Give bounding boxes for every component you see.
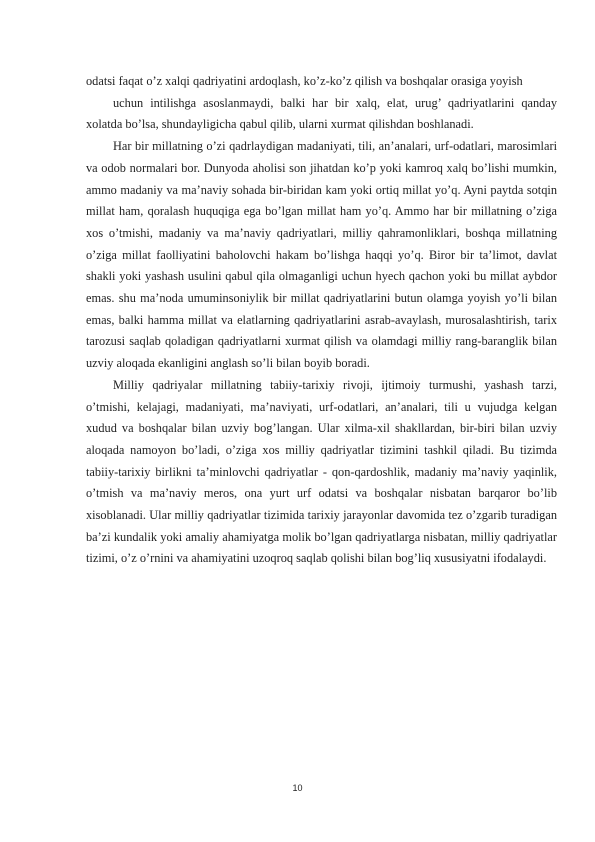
page-number: 10 xyxy=(292,783,303,793)
paragraph-3: Har bir millatning o’zi qadrlaydigan madaniyati, tili, an’analari, urf-odatlari, marosimlari va odob normalari bor. Dunyoda aholisi son jihatdan ko’p yoki kamroq xalq bo’lishi mumkin, ammo madaniy va ma’naviy sohada bir-biridan kam yoki ortiq millat yo’q. Ayni paytda sotqin millat ham, qoralash huquqiga ega bo’lgan millat ham yo’q. Ammo har bir millatning o’ziga xos o’tmishi, madaniy va ma’naviy qadriyatlari, milliy qahramonliklari, boshqa millatning o’ziga millat faolliyatini baholovchi hakam bo’lishga haqqi yo’q. Biror bir ta’limot, davlat shakli yoki yashash usulini qabul qila olmaganligi uchun hyech qachon yoki bu millat aybdor emas. shu ma’noda umuminsoniylik bir millat qadriyatlarini butun olamga yoyish yo’li bilan emas, balki hamma millat va elatlarning qadriyatlarini asrab-avaylash, murosalashtirish, tarix tarozusi saqlab qoladigan qadriyatlarni xurmat qilish va olamdagi milliy rang-baranglik bilan uzviy aloqada ekanligini anglash so’li bilan boyib boradi. xyxy=(86,139,557,371)
paragraph-1: odatsi faqat o’z xalqi qadriyatini ardoqlash, ko’z-ko’z qilish va boshqalar orasiga yoyish xyxy=(86,74,523,88)
paragraph-2: uchun intilishga asoslanmaydi, balki har bir xalq, elat, urug’ qadriyatlarini qanday xolatda bo’lsa, shundayligicha qabul qilib, ularni xurmat qilishdan boshlanadi. xyxy=(86,95,557,132)
document-body xyxy=(86,71,557,570)
paragraph-4: Milliy qadriyalar millatning tabiiy-tarixiy rivoji, ijtimoiy turmushi, yashash tarzi, o’tmishi, kelajagi, madaniyati, ma’naviyati, urf-odatlari, an’analari, tili u vujudga kelgan xudud va boshqalar bilan uzviy bog’langan. Ular xilma-xil shakllardan, bir-biri bilan uzviy aloqada namoyon bo’ladi, o’ziga xos milliy qadriyatlar tizimini tashkil qiladi. Bu tizimda tabiiy-tarixiy birlikni ta’minlovchi qadriyatlar - qon-qardoshlik, madaniy ma’naviy yaqinlik, o’tmish va ma’naviy meros, ona yurt urf odatsi va boshqalar nisbatan barqaror bo’lib xisoblanadi. Ular milliy qadriyatlar tizimida tarixiy jarayonlar davomida tez o’zgarib turadigan ba’zi kundalik yoki amaliy ahamiyatga molik bo’lgan qadriyatlarga nisbatan, milliy qadriyatlar tizimi, o’z o’rnini va ahamiyatini uzoqroq saqlab qolishi bilan bog’liq xususiyatni ifodalaydi. xyxy=(86,377,557,566)
